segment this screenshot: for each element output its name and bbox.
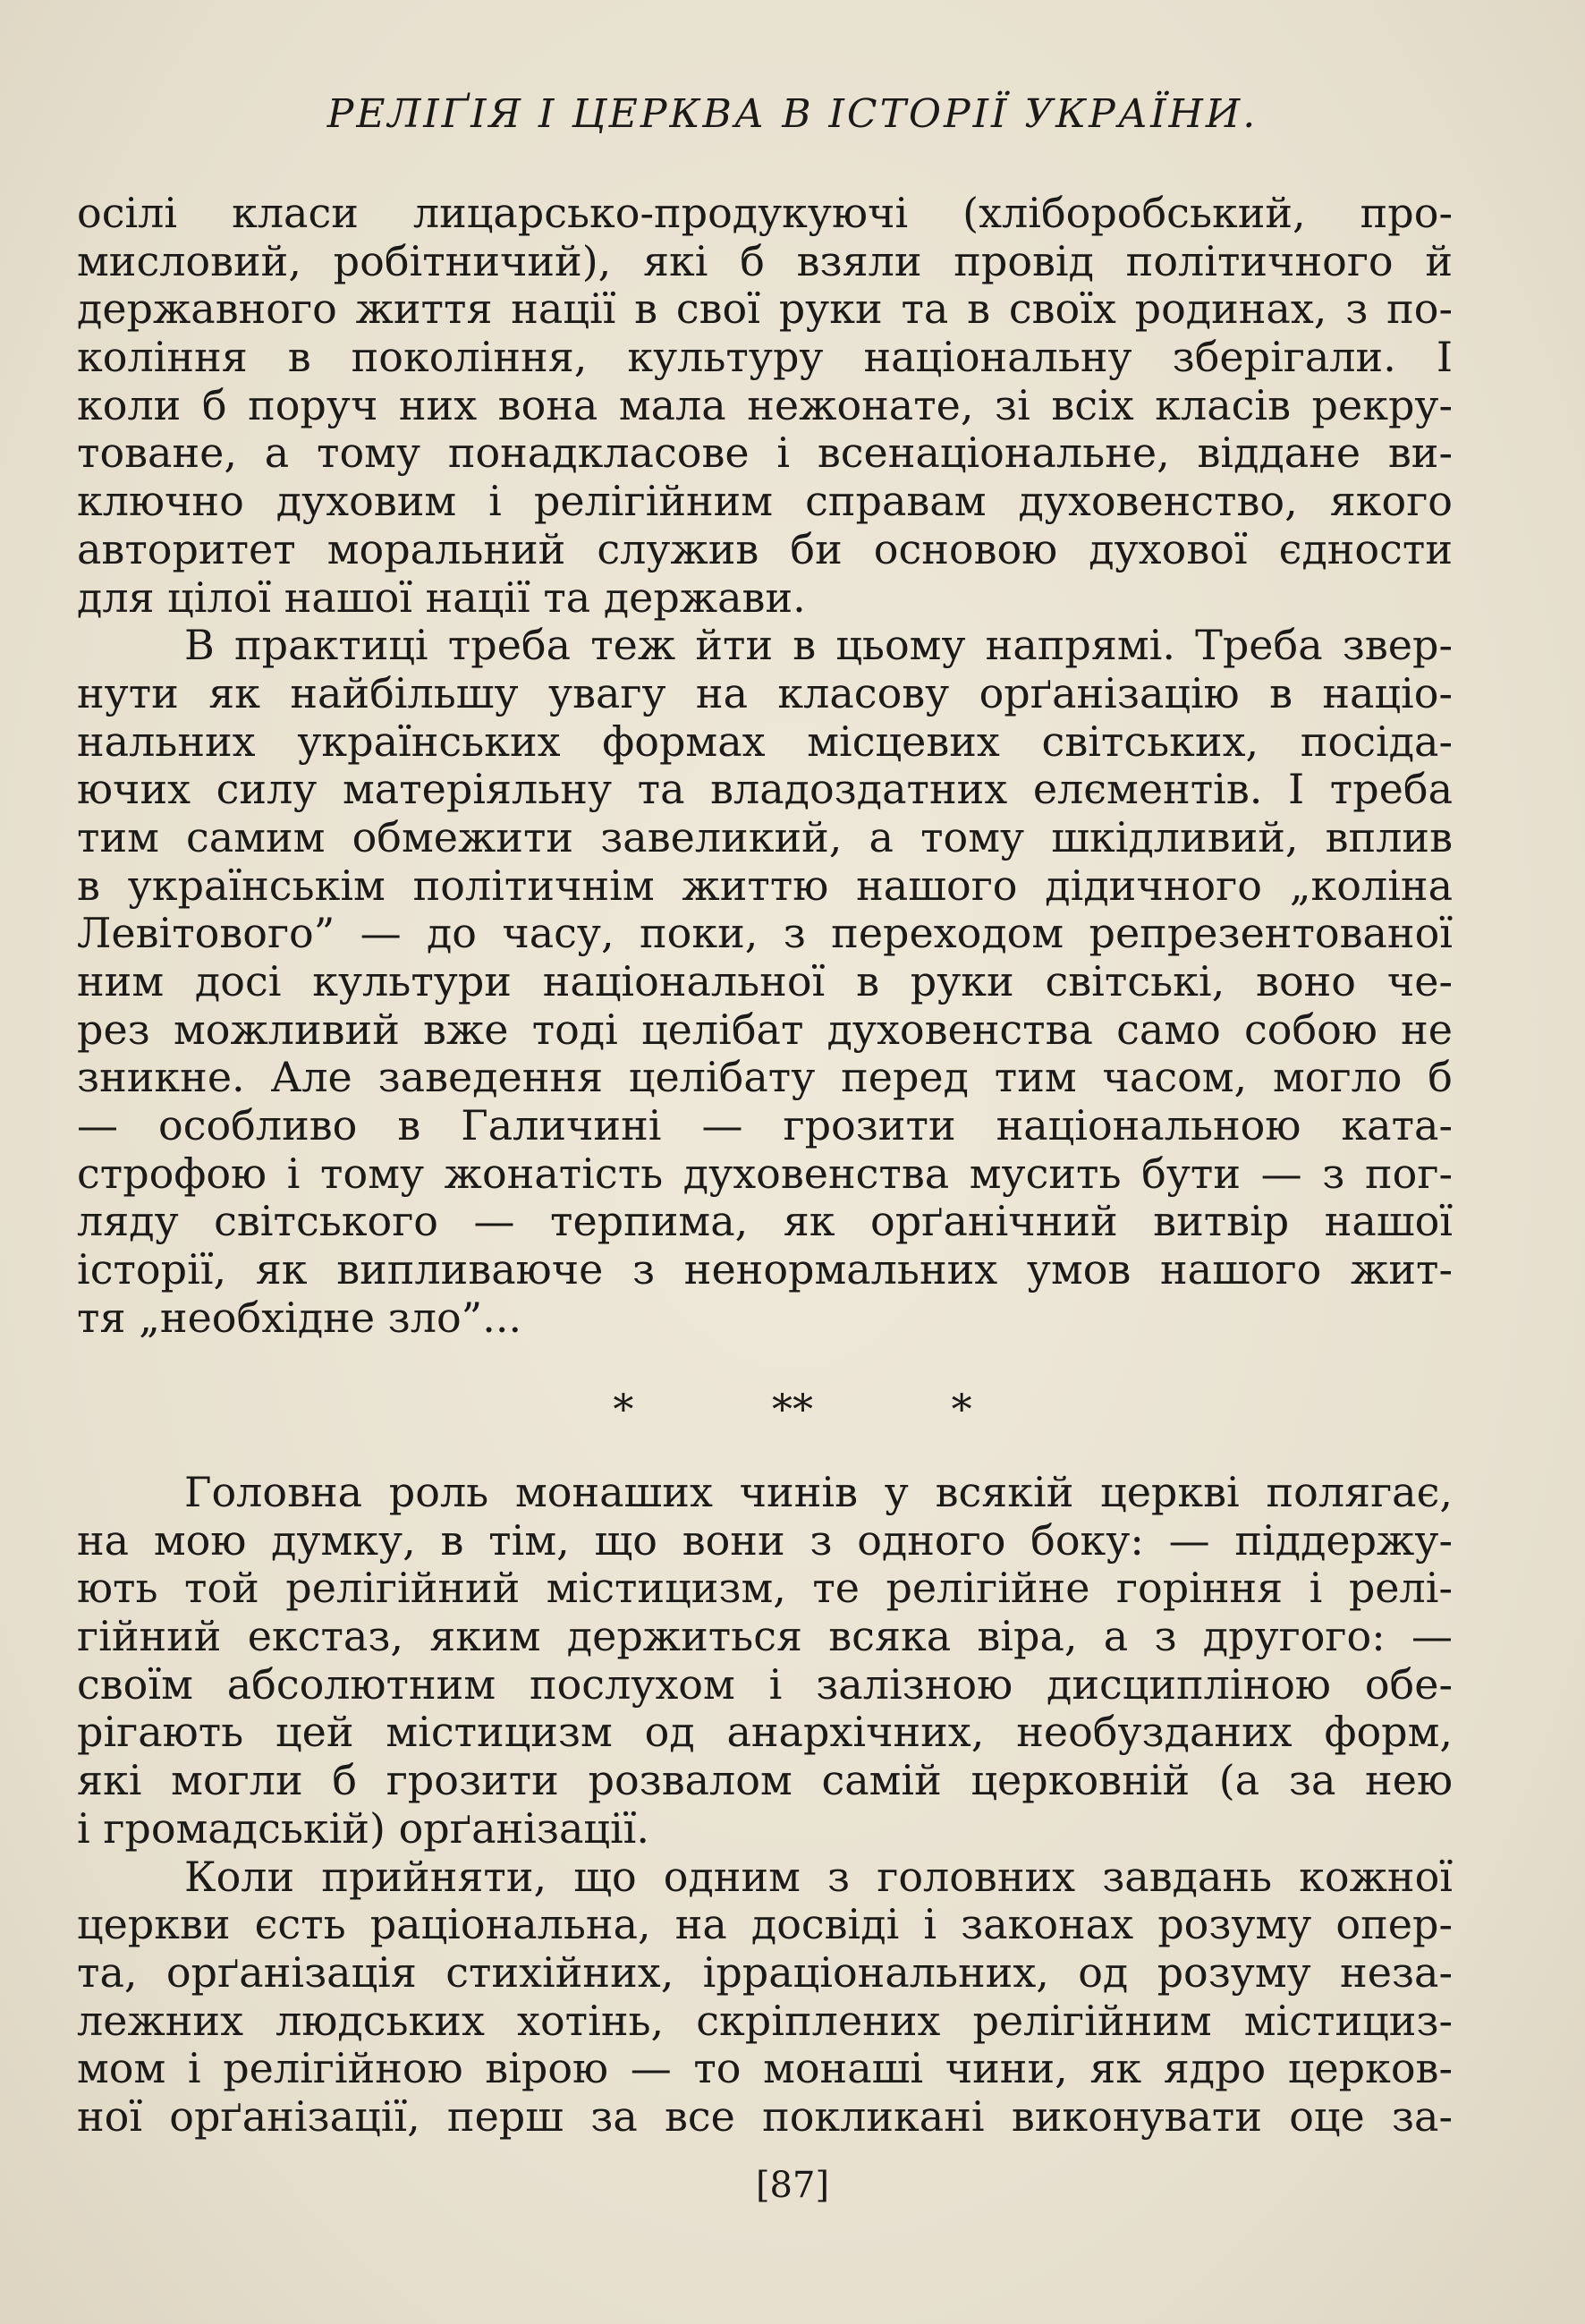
text-line: державного життя нації в свої руки та в своїх родинах, з по- bbox=[77, 285, 1453, 334]
text-line: ють той релігійний містицизм, те релігійне горіння і релі- bbox=[77, 1565, 1453, 1613]
section-separator bbox=[0, 1378, 1585, 1440]
text-line: тя „необхідне зло”... bbox=[77, 1293, 522, 1342]
text-line: мисловий, робітничий), які б взяли провід політичного й bbox=[77, 237, 1453, 285]
text-line: ключно духовим і релігійним справам духовенство, якого bbox=[77, 478, 1453, 526]
text-line: рігають цей містицизм од анархічних, необузданих форм, bbox=[77, 1709, 1453, 1757]
text-line: зникне. Але заведення целібату перед тим часом, могло б bbox=[77, 1054, 1453, 1102]
text-line: товане, а тому понадкласове і всенаціональне, віддане ви- bbox=[77, 429, 1453, 478]
text-line: в українськім політичнім життю нашого дідичного „коліна bbox=[77, 861, 1453, 910]
text-line: церкви єсть раціональна, на досвіді і законах розуму опер- bbox=[77, 1901, 1453, 1949]
text-line: і громадській) орґанізації. bbox=[77, 1804, 650, 1853]
text-line: В практиці треба теж йти в цьому напрямі. Треба звер- bbox=[184, 622, 1453, 670]
text-line: Головна роль монаших чинів у всякій церкві полягає, bbox=[184, 1469, 1453, 1516]
text-line: ючих силу матеріяльну та владоздатних елєментів. І треба bbox=[77, 766, 1453, 814]
separator-mark: ** bbox=[772, 1385, 813, 1433]
text-line: які могли б грозити розвалом самій церковній (а за нею bbox=[77, 1757, 1453, 1805]
running-title: РЕЛІҐІЯ І ЦЕРКВА В ІСТОРІЇ УКРАЇНИ. bbox=[326, 91, 1259, 137]
text-line: коління в покоління, культуру національну зберігали. І bbox=[77, 334, 1453, 382]
text-line: Левітового” — до часу, поки, з переходом репрезентованої bbox=[77, 910, 1453, 958]
text-line: лежних людських хотінь, скріплених релігійним містициз- bbox=[77, 1997, 1453, 2045]
separator-mark: * bbox=[613, 1385, 634, 1433]
text-line: ної орґанізації, перш за все покликані виконувати оце за- bbox=[77, 2092, 1453, 2141]
text-line: гійний екстаз, яким держиться всяка віра, а з другого: — bbox=[77, 1613, 1453, 1661]
text-line: ним досі культури національної в руки світські, воно че- bbox=[77, 958, 1453, 1005]
text-line: на мою думку, в тім, що вони з одного боку: — піддержу- bbox=[77, 1516, 1453, 1565]
text-block-1 bbox=[77, 190, 1453, 1343]
text-line: осілі класи лицарсько-продукуючі (хліборобський, про- bbox=[77, 190, 1453, 237]
text-line: для цілої нашої нації та держави. bbox=[77, 573, 806, 622]
text-line: — особливо в Галичині — грозити національною ката- bbox=[77, 1102, 1453, 1150]
text-line: мом і релігійною вірою — то монаші чини, як ядро церков- bbox=[77, 2045, 1453, 2093]
text-line: тим самим обмежити завеликий, а тому шкідливий, вплив bbox=[77, 813, 1453, 861]
text-line: своїм абсолютним послухом і залізною дисципліною обе- bbox=[77, 1660, 1453, 1709]
text-line: Коли прийняти, що одним з головних завдань кожної bbox=[184, 1853, 1453, 1901]
text-line: нути як найбільшу увагу на класову орґанізацію в націо- bbox=[77, 669, 1453, 717]
text-line: нальних українських формах місцевих світських, посіда- bbox=[77, 717, 1453, 766]
text-line: коли б поруч них вона мала нежонате, зі всіх класів рекру- bbox=[77, 381, 1453, 429]
page-number: [87] bbox=[755, 2165, 830, 2206]
text-line: авторитет моральний служив би основою духової єдности bbox=[77, 525, 1453, 573]
text-line: історії, як випливаюче з ненормальних умов нашого жит- bbox=[77, 1246, 1453, 1294]
text-line: строфою і тому жонатість духовенства мусить бути — з пог- bbox=[77, 1149, 1453, 1198]
text-line: ляду світського — терпима, як орґанічний витвір нашої bbox=[77, 1198, 1453, 1246]
text-line: та, орґанізація стихійних, ірраціональних, од розуму неза- bbox=[77, 1948, 1453, 1997]
text-line: рез можливий вже тоді целібат духовенства само собою не bbox=[77, 1005, 1453, 1054]
separator-mark: * bbox=[951, 1385, 972, 1433]
text-block-2 bbox=[77, 1469, 1453, 2142]
